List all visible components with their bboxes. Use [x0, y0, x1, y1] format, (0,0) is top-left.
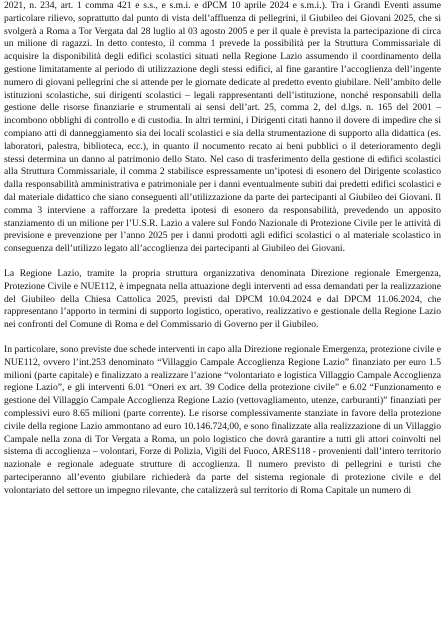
paragraph-giubileo-giovani-schools: 2021, n. 234, art. 1 comma 421 e s.s., e s.m.i. e dPCM 10 aprile 2024 e s.m.i.). Tra i Grandi Eventi assume particolare rilievo, soprattutto dal punto di vista dell’affluenza di pellegrini, il Giubileo dei Giovani 2025, che si svolgerà a Roma a Tor Vergata dal 28 luglio al 03 agosto 2005 e per il quale è prevista la partecipazione di circa un milione di ragazzi. In detto contesto, il comma 1 prevede la possibilità per la Struttura Commissariale di acquisire la disponibilità degli edifici scolastici situati nella Regione Lazio assumendo il coordinamento della gestione limitatamente al periodo di utilizzazione degli stessi edifici, al fine garantire l’accoglienza dell’ingente numero di giovani pellegrini che si attende per le giornate dedicate al predetto evento giubilare. Nell’ambito delle istituzioni scolastiche, sui dirigenti scolastici – legali rappresentanti dell’istituzione, nonché responsabili della gestione delle risorse finanziarie e strumentali ai sensi dell’art. 25, comma 2, del d.lgs. n. 165 del 2001 – incombono obblighi di controllo e di custodia. In altri termini, i Dirigenti citati hanno il dovere di impedire che si compiano atti di danneggiamento sia dei locali scolastici e sia della strumentazione di supporto alla didattica (es. laboratori, palestra, biblioteca, ecc.), in quanto il nocumento recato ai beni pubblici o il deterioramento degli stessi determina un danno al patrimonio dello Stato. Nel caso di trasferimento della gestione di edifici scolastici alla Struttura Commissariale, il comma 2 stabilisce espressamente un’ipotesi di esonero del Dirigente scolastico dalla responsabilità amministrativa e patrimoniale per i danni eventualmente subiti dai predetti edifici scolastici e dal materiale didattico che siano conseguenti all’utilizzazione da parte dei partecipanti al Giubileo dei Giovani. Il comma 3 interviene a rafforzare la predetta ipotesi di esonero da responsabilità, prevedendo un apposito stanziamento di un milione per l’U.S.R. Lazio a valere sul Fondo Nazionale di Protezione Civile per le attività di previsione e prevenzione per l’anno 2025 per i danni prodotti agli edifici scolastici o al materiale scolastico in conseguenza dell’utilizzo legato all’accoglienza dei partecipanti al Giubileo dei Giovani.: [4, 0, 441, 255]
paragraph-villaggio-campale: In particolare, sono previste due schede interventi in capo alla Direzione regionale Emergenza, protezione civile e NUE112, ovvero l’int.253 denominato “Villaggio Campale Accoglienza Regione Lazio” finanziato per euro 1.5 milioni (parte capitale) e finalizzato a realizzare l’azione “volontariato e logistica Villaggio Campale Accoglienza regione Lazio”, e gli interventi 6.01 “Oneri ex art. 39 Codice della protezione civile” e 6.02 “Funzionamento e gestione del Villaggio Campale Accoglienza Regione Lazio (vettovagliamento, utenze, carburanti)” finanziati per complessivi euro 8.65 milioni (parte corrente). Le risorse complessivamente stanziate in favore della protezione civile della regione Lazio ammontano ad euro 10.146.724,00, e sono finalizzate alla realizzazione di un Villaggio Campale nella zona di Tor Vergata a Roma, un polo logistico che dovrà garantire a tutti gli attori coinvolti nel sistema di accoglienza – volontari, Forze di Polizia, Vigili del Fuoco, ARES118 - provenienti dall’intero territorio nazionale e regionale adeguate strutture di accoglienza. Il numero previsto di pellegrini e turisti che parteciperanno all’evento giubilare richiederà da parte del sistema regionale di protezione civile e del volontariato del settore un impegno rilevante, che catalizzerà sul territorio di Roma Capitale un numero di: [4, 343, 441, 496]
paragraph-regione-lazio-direzione: La Regione Lazio, tramite la propria struttura organizzativa denominata Direzione regionale Emergenza, Protezione Civile e NUE112, è impegnata nella attuazione degli interventi ad essa demandati per la realizzazione del Giubileo della Chiesa Cattolica 2025, previsti dal DPCM 10.04.2024 e dal DPCM 11.06.2024, che rappresentano l’apporto in termini di supporto logistico, operativo, realizzativo e gestionale della Regione Lazio nei confronti del Comune di Roma e del Commissario di Governo per il Giubileo.: [4, 267, 441, 331]
paragraph-spacer: [4, 332, 441, 344]
paragraph-spacer: [4, 256, 441, 268]
